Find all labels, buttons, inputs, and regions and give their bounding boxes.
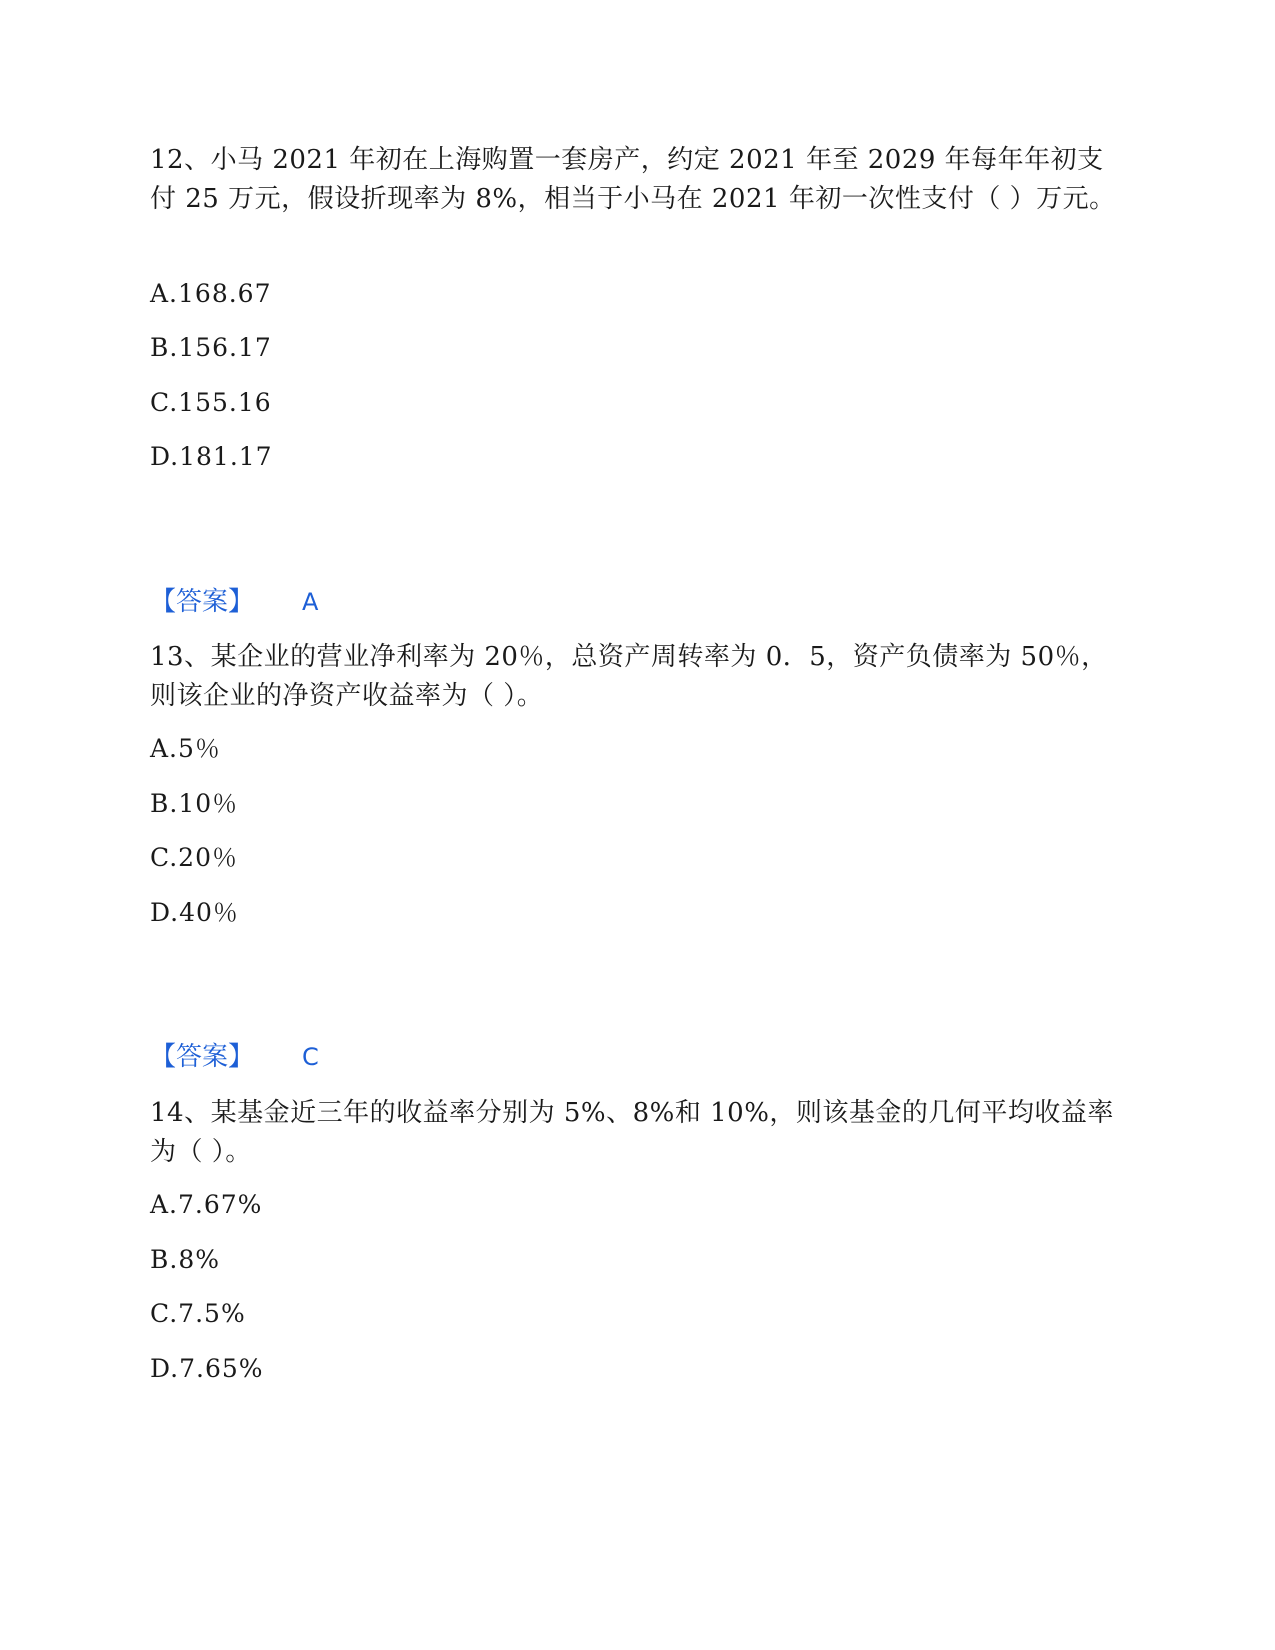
question-13-option-c: C.20％ — [150, 843, 238, 872]
answer-value: C — [302, 1043, 319, 1071]
answer-label: 【答案】 — [150, 587, 255, 617]
question-13-stem: 13、某企业的营业净利率为 20％，总资产周转率为 0．5，资产负债率为 50％，则该企业的净资产收益率为（ ）。 — [150, 642, 1108, 711]
question-12-option-b: B.156.17 — [150, 333, 272, 362]
question-13-answer — [150, 1040, 319, 1074]
question-12-option-a: A.168.67 — [150, 279, 272, 308]
question-14-option-a: A.7.67% — [150, 1190, 263, 1219]
question-12-option-d: D.181.17 — [150, 442, 273, 471]
question-12-stem: 12、小马 2021 年初在上海购置一套房产，约定 2021 年至 2029 年每年年初支付 25 万元，假设折现率为 8%，相当于小马在 2021 年初一次性支付（ ）万元。 — [150, 145, 1116, 214]
question-14-option-d: D.7.65% — [150, 1354, 264, 1383]
answer-value: A — [302, 588, 319, 616]
question-13-option-d: D.40％ — [150, 898, 239, 927]
question-14-option-c: C.7.5% — [150, 1299, 246, 1328]
question-14-option-b: B.8% — [150, 1245, 220, 1274]
answer-label: 【答案】 — [150, 1042, 255, 1072]
question-13-option-b: B.10％ — [150, 789, 239, 818]
question-12-option-c: C.155.16 — [150, 388, 272, 417]
question-13-option-a: A.5％ — [150, 734, 221, 763]
question-14-stem: 14、某基金近三年的收益率分别为 5%、8%和 10%，则该基金的几何平均收益率为（ ）。 — [150, 1098, 1114, 1167]
question-12-answer — [150, 585, 318, 619]
